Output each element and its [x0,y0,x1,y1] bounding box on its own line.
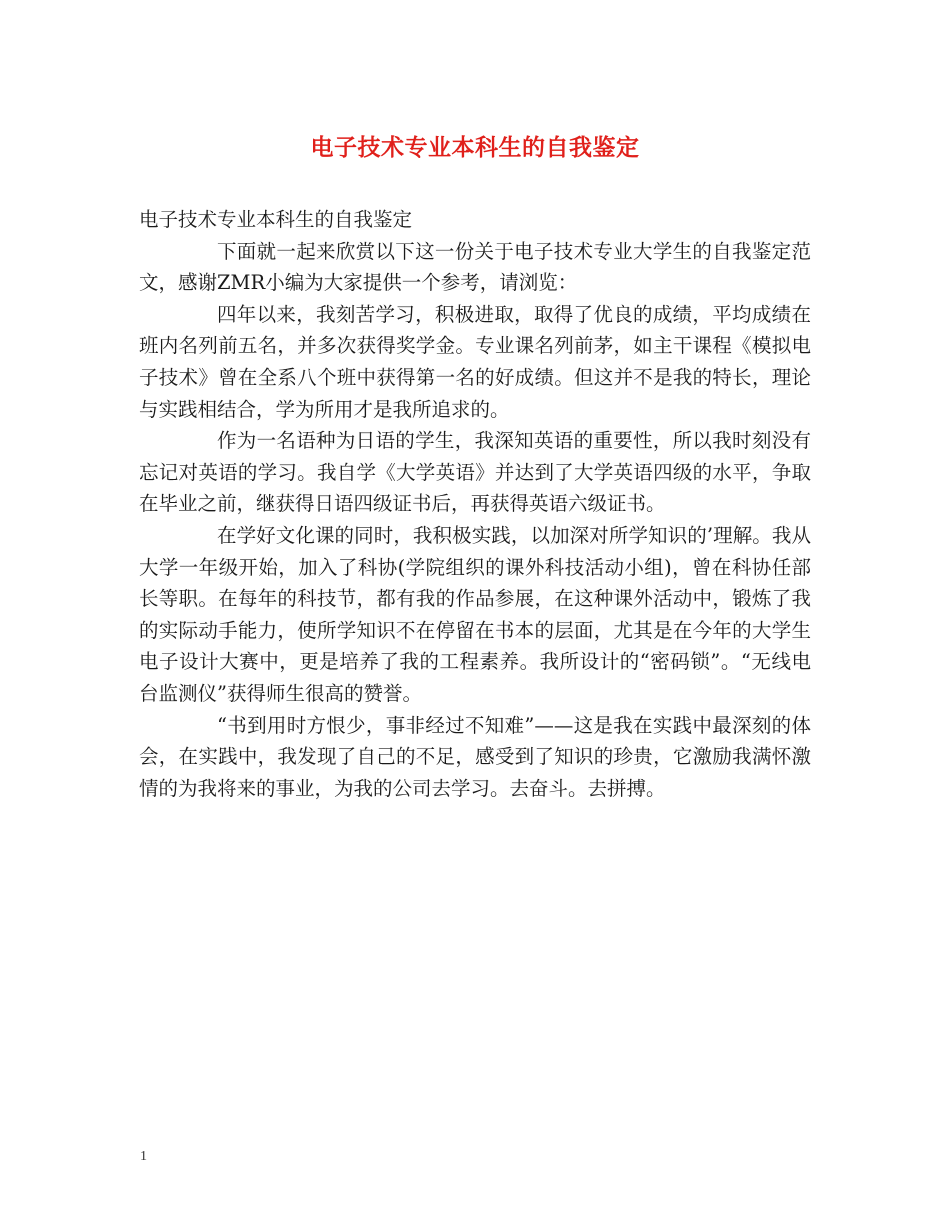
page-number: 1 [140,1149,147,1164]
paragraph-intro: 下面就一起来欣赏以下这一份关于电子技术专业大学生的自我鉴定范文，感谢ZMR小编为大家提供一个参考，请浏览： [139,239,811,295]
document-subtitle: 电子技术专业本科生的自我鉴定 [139,208,413,231]
paragraph-conclusion: “书到用时方恨少，事非经过不知难”——这是我在实践中最深刻的体会，在实践中，我发现了自己的不足，感受到了知识的珍贵，它激励我满怀激情的为我将来的事业，为我的公司去学习。去奋斗。去拼搏。 [139,713,811,800]
document-body [139,204,811,804]
document-title: 电子技术专业本科生的自我鉴定 [310,134,640,161]
paragraph-academics: 四年以来，我刻苦学习，积极进取，取得了优良的成绩，平均成绩在班内名列前五名，并多次获得奖学金。专业课名列前茅，如主干课程《模拟电子技术》曾在全系八个班中获得第一名的好成绩。但这并不是我的特长，理论与实践相结合，学为所用才是我所追求的。 [139,302,811,421]
paragraph-practice: 在学好文化课的同时，我积极实践，以加深对所学知识的’理解。我从大学一年级开始，加入了科协(学院组织的课外科技活动小组)，曾在科协任部长等职。在每年的科技节，都有我的作品参展，在这种课外活动中，锻炼了我的实际动手能力，使所学知识不在停留在书本的层面，尤其是在今年的大学生电子设计大赛中，更是培养了我的工程素养。我所设计的“密码锁”。“无线电台监测仪”获得师生很高的赞誉。 [139,523,811,705]
paragraph-english: 作为一名语种为日语的学生，我深知英语的重要性，所以我时刻没有忘记对英语的学习。我自学《大学英语》并达到了大学英语四级的水平，争取在毕业之前，继获得日语四级证书后，再获得英语六级证书。 [139,429,811,516]
